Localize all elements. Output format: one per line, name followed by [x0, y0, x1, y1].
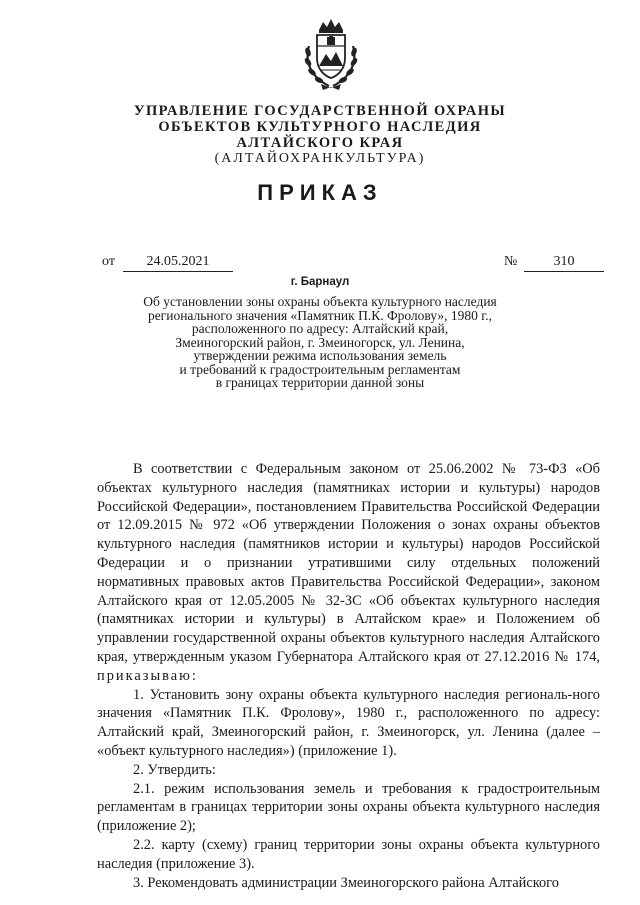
org-name-line-1: УПРАВЛЕНИЕ ГОСУДАРСТВЕННОЙ ОХРАНЫ	[133, 103, 507, 119]
subject-line: утверждении режима использования земель	[193, 348, 447, 363]
preamble-paragraph	[97, 460, 600, 686]
subject-line: Змеиногорский район, г. Змеиногорск, ул. Ленина,	[175, 334, 465, 350]
item-1: 1. Установить зону охраны объекта культурного наследия региональ-ного значения «Памятник П.К. Фролову», 1980 г., расположенного по адресу: Алтайский край, Змеиногорский район, г. Змеиногорск, ул. Ленина (далее – «объект культурного наследия») (приложение 1).	[97, 686, 600, 759]
subject-line: Об установлении зоны охраны объекта культурного наследия	[143, 294, 497, 309]
org-name-line-2: ОБЪЕКТОВ КУЛЬТУРНОГО НАСЛЕДИЯ	[158, 119, 482, 135]
order-subject	[110, 295, 530, 390]
order-number: 310	[524, 254, 604, 272]
date-number-row	[96, 254, 606, 274]
item-2: 2. Утвердить:	[133, 761, 216, 778]
item-3: 3. Рекомендовать администрации Змеиногорского района Алтайского	[133, 874, 559, 891]
subject-line: регионального значения «Памятник П.К. Фролову», 1980 г.,	[147, 307, 493, 323]
altai-krai-coat-of-arms-icon	[299, 16, 363, 92]
order-date: 24.05.2021	[123, 254, 233, 272]
date-prefix: от	[102, 254, 115, 269]
preamble-text: В соответствии с Федеральным законом от 25.06.2002 № 73-ФЗ «Об объектах культурного наследия (памятниках истории и культуры) народов Российской Федерации», постановлением Правительства Российской Федерации от 12.09.2015 № 972 «Об утверждении Положения о зонах охраны объектов культурного наследия (памятников истории и культуры) народов Российской Федерации и о признании утратившими силу отдельных положений нормативных правовых актов Правительства Российской Федерации», законом Алтайского края от 12.05.2005 № 32-ЗС «Об объектах культурного наследия (памятниках истории и культуры) в Алтайском крае» и Положением об управлении государственной охраны объектов культурного наследия Алтайского края, утвержденным указом Губернатора Алтайского края от 27.12.2016 № 174,	[97, 461, 600, 665]
organization-header	[0, 103, 640, 167]
city: г. Барнаул	[290, 276, 350, 288]
order-body	[97, 460, 600, 892]
subject-line: и требований к градостроительным регламентам	[179, 361, 461, 377]
subject-line: в границах территории данной зоны	[215, 375, 425, 390]
document-type-title: ПРИКАЗ	[257, 180, 383, 205]
org-name-line-3: АЛТАЙСКОГО КРАЯ	[236, 135, 404, 151]
item-2-2: 2.2. карту (схему) границ территории зоны охраны объекта культурного наследия (приложение 3).	[97, 836, 600, 872]
order-word: приказываю:	[97, 667, 198, 684]
subject-line: расположенного по адресу: Алтайский край,	[191, 321, 449, 336]
item-2-1: 2.1. режим использования земель и требования к градостроительным регламентам в границах территории зоны охраны объекта культурного наследия (приложение 2);	[97, 780, 600, 835]
org-abbreviation: (АЛТАЙОХРАНКУЛЬТУРА)	[214, 151, 426, 166]
number-prefix: №	[504, 254, 518, 269]
